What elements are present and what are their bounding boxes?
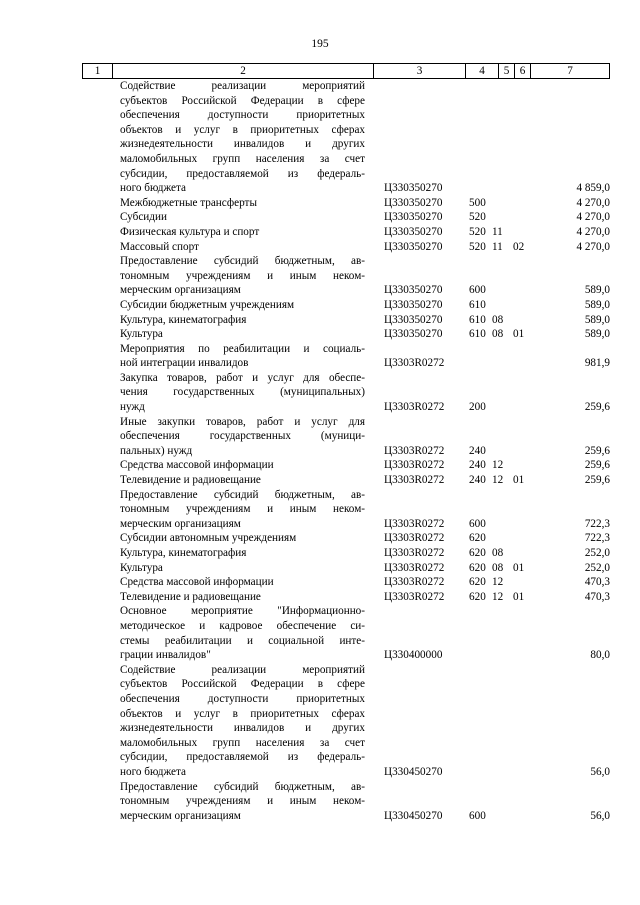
row-name-line: стемы реабилитации и социальной инте-: [120, 634, 365, 647]
row-name-line: Массовый спорт: [120, 240, 199, 253]
row-expense-type: 610: [469, 298, 486, 311]
table-row: [82, 254, 610, 298]
row-name-line: Мероприятия по реабилитации и социаль-: [120, 342, 365, 355]
row-code: Ц3303R0272: [384, 547, 445, 559]
row-name-line: маломобильных групп населения за счет: [120, 736, 365, 749]
row-name-line: тономным учреждениям и иным неком-: [120, 795, 365, 808]
row-section: 08: [492, 313, 504, 326]
row-name-line: Средства массовой информации: [120, 576, 274, 589]
table-row: [82, 561, 610, 576]
table-row: [82, 590, 610, 605]
row-name-line: объектов и услуг в приоритетных сферах: [120, 123, 365, 136]
row-amount: 589,0: [584, 298, 610, 311]
row-name-line: Межбюджетные трансферты: [120, 196, 257, 209]
row-section: 08: [492, 328, 504, 341]
row-name: [120, 79, 365, 196]
row-amount: 252,0: [584, 561, 610, 574]
table-row: [82, 196, 610, 211]
table-row: [82, 473, 610, 488]
row-name-line: обеспечения доступности приоритетных: [120, 692, 365, 705]
row-code: Ц330350270: [384, 225, 443, 238]
row-name-line: Предоставление субсидий бюджетным, ав-: [120, 780, 365, 793]
row-code: Ц330350270: [384, 196, 443, 209]
header-col-6: 6: [514, 64, 530, 78]
row-name-line: маломобильных групп населения за счет: [120, 152, 365, 165]
row-name-line: Средства массовой информации: [120, 459, 274, 472]
row-name-line: мерческим организациям: [120, 284, 241, 297]
row-name-line: мерческим организациям: [120, 517, 241, 530]
row-amount: 259,6: [584, 401, 610, 414]
row-name-line: тономным учреждениям и иным неком-: [120, 269, 365, 282]
row-expense-type: 200: [469, 401, 486, 414]
header-col-1: 1: [82, 64, 112, 78]
row-expense-type: 520: [469, 211, 486, 224]
row-code: Ц3303R0272: [384, 459, 445, 472]
header-col-3: 3: [373, 64, 465, 78]
table-header: [82, 63, 610, 79]
row-name-line: мерческим организациям: [120, 809, 241, 822]
budget-table: [82, 63, 610, 823]
row-name-line: Предоставление субсидий бюджетным, ав-: [120, 488, 365, 501]
row-code: Ц3303R0272: [384, 576, 445, 589]
row-name-line: Телевидение и радиовещание: [120, 474, 261, 487]
row-code: Ц330400000: [384, 649, 443, 662]
row-name-line: нужд: [120, 401, 145, 414]
row-amount: 722,3: [584, 517, 610, 530]
row-subsection: 01: [513, 328, 525, 341]
row-name-line: Содействие реализации мероприятий: [120, 663, 365, 676]
row-name-line: ного бюджета: [120, 182, 186, 195]
row-name-line: обеспечения доступности приоритетных: [120, 109, 365, 122]
row-expense-type: 620: [469, 561, 486, 574]
table-row: [82, 79, 610, 196]
table-row: [82, 298, 610, 313]
table-row: [82, 342, 610, 371]
row-code: Ц330350270: [384, 298, 443, 311]
header-col-4: 4: [465, 64, 498, 78]
row-name-line: тономным учреждениям и иным неком-: [120, 503, 365, 516]
row-amount: 80,0: [590, 649, 610, 662]
header-col-7: 7: [530, 64, 610, 78]
row-amount: 259,6: [584, 459, 610, 472]
row-expense-type: 600: [469, 517, 486, 530]
row-amount: 4 270,0: [576, 240, 610, 253]
row-name-line: методическое и кадровое обеспечение си-: [120, 619, 365, 632]
row-name-line: субсидии, предоставляемой из федераль-: [120, 167, 365, 180]
row-section: 11: [492, 240, 503, 253]
row-amount: 4 270,0: [576, 225, 610, 238]
row-section: 12: [492, 459, 504, 472]
row-name-line: Культура, кинематография: [120, 313, 247, 326]
row-expense-type: 520: [469, 225, 486, 238]
row-name-line: Культура, кинематография: [120, 547, 247, 559]
row-name-line: Культура: [120, 561, 163, 574]
table-row: [82, 546, 610, 561]
row-code: Ц330450270: [384, 809, 443, 822]
row-amount: 259,6: [584, 444, 610, 457]
row-code: Ц3303R0272: [384, 561, 445, 574]
row-amount: 981,9: [584, 357, 610, 370]
row-name-line: пальных) нужд: [120, 444, 193, 457]
row-name-line: субъектов Российской Федерации в сфере: [120, 678, 365, 691]
row-section: 11: [492, 225, 503, 238]
row-expense-type: 240: [469, 474, 486, 487]
row-amount: 56,0: [590, 765, 610, 778]
row-code: Ц3303R0272: [384, 401, 445, 414]
row-name-line: Субсидии автономным учреждениям: [120, 532, 297, 545]
row-expense-type: 610: [469, 328, 486, 341]
row-subsection: 01: [513, 590, 525, 603]
row-code: Ц330350270: [384, 328, 443, 341]
row-code: Ц3303R0272: [384, 357, 445, 370]
row-expense-type: 500: [469, 196, 486, 209]
row-name-line: ной интеграции инвалидов: [120, 357, 249, 370]
page-number: 195: [311, 38, 329, 50]
row-subsection: 01: [513, 474, 525, 487]
table-row: [82, 780, 610, 824]
row-name-line: жизнедеятельности инвалидов и других: [120, 722, 365, 735]
row-name-line: Иные закупки товаров, работ и услуг для: [120, 415, 365, 428]
table-row: [82, 575, 610, 590]
row-name-line: Содействие реализации мероприятий: [120, 80, 365, 92]
row-code: Ц3303R0272: [384, 517, 445, 530]
row-name-line: обеспечения государственных (муници-: [120, 430, 365, 443]
row-amount: 589,0: [584, 328, 610, 341]
table-row: [82, 371, 610, 415]
row-amount: 252,0: [584, 547, 610, 559]
table-row: [82, 531, 610, 546]
row-amount: 56,0: [590, 809, 610, 822]
row-amount: 470,3: [584, 576, 610, 589]
row-section: 12: [492, 474, 504, 487]
table-row: [82, 225, 610, 240]
table-row: [82, 313, 610, 328]
row-expense-type: 600: [469, 809, 486, 822]
row-amount: 470,3: [584, 590, 610, 603]
row-name-line: субсидии, предоставляемой из федераль-: [120, 751, 365, 764]
row-name-line: Субсидии: [120, 211, 167, 224]
row-name-line: Субсидии бюджетным учреждениям: [120, 298, 295, 311]
table-row: [82, 458, 610, 473]
row-amount: 4 270,0: [576, 211, 610, 224]
row-code: Ц330450270: [384, 765, 443, 778]
row-expense-type: 240: [469, 459, 486, 472]
row-name-line: Телевидение и радиовещание: [120, 590, 261, 603]
row-expense-type: 620: [469, 576, 486, 589]
row-name-line: субъектов Российской Федерации в сфере: [120, 94, 365, 107]
header-col-2: 2: [112, 64, 373, 78]
row-amount: 259,6: [584, 474, 610, 487]
table-row: [82, 210, 610, 225]
row-code: Ц3303R0272: [384, 532, 445, 545]
row-code: Ц330350270: [384, 284, 443, 297]
table-body: [82, 79, 610, 823]
row-code: Ц3303R0272: [384, 590, 445, 603]
row-name-line: объектов и услуг в приоритетных сферах: [120, 707, 365, 720]
row-section: 12: [492, 590, 504, 603]
row-section: 08: [492, 547, 504, 559]
row-expense-type: 240: [469, 444, 486, 457]
row-name: [120, 663, 365, 780]
row-amount: 4 859,0: [576, 182, 610, 195]
row-name-line: Физическая культура и спорт: [120, 225, 260, 238]
table-row: [82, 327, 610, 342]
table-row: [82, 240, 610, 255]
row-expense-type: 610: [469, 313, 486, 326]
row-name-line: Основное мероприятие "Информационно-: [120, 605, 365, 618]
row-amount: 589,0: [584, 313, 610, 326]
row-name-line: Закупка товаров, работ и услуг для обеспе-: [120, 371, 365, 384]
row-name-line: чения государственных (муниципальных): [120, 386, 365, 399]
row-code: Ц3303R0272: [384, 444, 445, 457]
row-code: Ц3303R0272: [384, 474, 445, 487]
row-name-line: жизнедеятельности инвалидов и других: [120, 138, 365, 151]
row-amount: 722,3: [584, 532, 610, 545]
row-name-line: Культура: [120, 328, 163, 341]
row-expense-type: 620: [469, 547, 486, 559]
row-subsection: 02: [513, 240, 525, 253]
row-section: 08: [492, 561, 504, 574]
row-code: Ц330350270: [384, 182, 443, 195]
row-code: Ц330350270: [384, 211, 443, 224]
row-code: Ц330350270: [384, 313, 443, 326]
row-name-line: грации инвалидов": [120, 649, 211, 662]
table-row: [82, 488, 610, 532]
row-expense-type: 620: [469, 590, 486, 603]
row-amount: 589,0: [584, 284, 610, 297]
table-row: [82, 663, 610, 780]
row-code: Ц330350270: [384, 240, 443, 253]
header-col-5: 5: [498, 64, 514, 78]
row-subsection: 01: [513, 561, 525, 574]
row-expense-type: 600: [469, 284, 486, 297]
table-row: [82, 604, 610, 662]
row-section: 12: [492, 576, 504, 589]
row-expense-type: 620: [469, 532, 486, 545]
row-name-line: Предоставление субсидий бюджетным, ав-: [120, 255, 365, 268]
row-expense-type: 520: [469, 240, 486, 253]
table-row: [82, 415, 610, 459]
row-amount: 4 270,0: [576, 196, 610, 209]
row-name-line: ного бюджета: [120, 765, 186, 778]
